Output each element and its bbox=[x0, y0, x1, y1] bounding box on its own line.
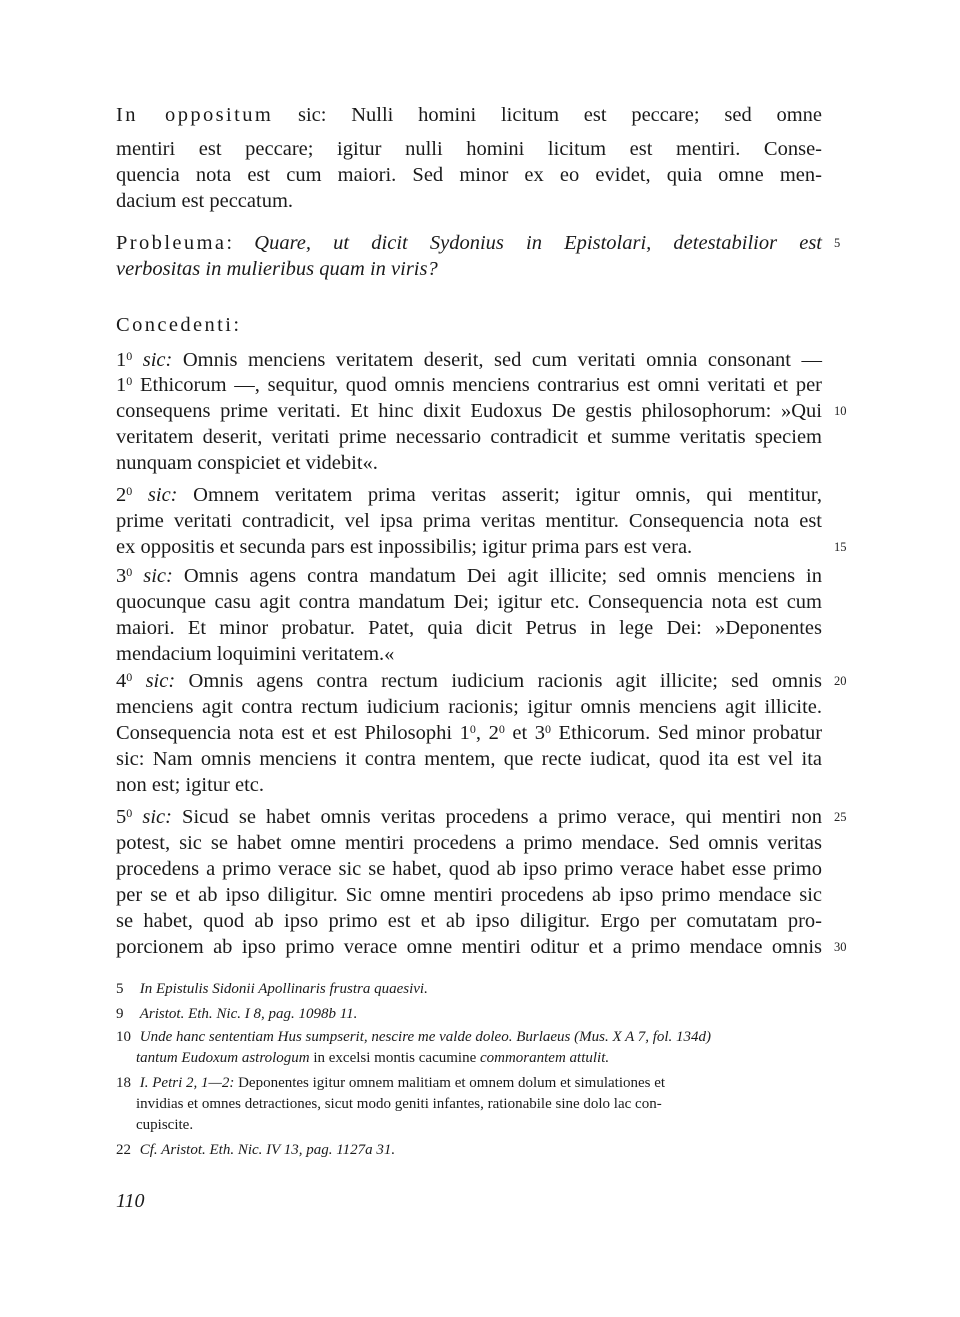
text-run: 5 bbox=[116, 806, 127, 828]
text-line bbox=[116, 746, 822, 772]
text-run: maiori. Et minor probatur. Patet, quia dicit Petrus in lege Dei: »Deponentes bbox=[116, 617, 822, 639]
footnote-line bbox=[116, 1140, 822, 1161]
text-run: , 2 bbox=[475, 722, 499, 744]
text-line bbox=[116, 482, 822, 508]
line-number: 25 bbox=[834, 810, 847, 824]
text-run: 0 bbox=[126, 374, 133, 388]
text-line bbox=[116, 934, 822, 960]
text-run: sic: bbox=[132, 565, 173, 587]
text-run: sic: Nulli homini licitum est peccare; sed omne bbox=[273, 104, 822, 126]
text-run: mentiri est peccare; igitur nulli homini licitum est mentiri. Conse- bbox=[116, 138, 822, 160]
footnote-line bbox=[116, 1027, 822, 1048]
text-run: Omnem veritatem prima veritas asserit; igitur omnis, qui mentitur, bbox=[177, 484, 822, 506]
text-line bbox=[116, 312, 822, 338]
line-number: 5 bbox=[834, 236, 841, 250]
text-line bbox=[116, 563, 822, 589]
text-run: sic: bbox=[132, 484, 178, 506]
text-run: commorantem attulit. bbox=[479, 1050, 610, 1066]
text-run: 1 bbox=[116, 374, 127, 396]
text-line bbox=[116, 804, 822, 830]
text-line bbox=[116, 162, 822, 188]
text-line bbox=[116, 188, 822, 214]
text-line bbox=[116, 641, 822, 667]
text-run: Cf. Aristot. Eth. Nic. IV 13, pag. 1127a 31. bbox=[139, 1142, 396, 1158]
text-line bbox=[116, 136, 822, 162]
text-run: potest, sic se habet omne mentiri procedens a primo mendace. Sed omnis veritas bbox=[116, 832, 822, 854]
text-line bbox=[116, 772, 822, 798]
text-run: : bbox=[226, 232, 255, 254]
text-run: sic: Nam omnis menciens it contra mentem, que recte iudicat, quod ita est vel ita bbox=[116, 748, 822, 770]
text-run: sic: bbox=[132, 670, 176, 692]
text-run: 1 bbox=[116, 349, 127, 371]
text-run: 0 bbox=[126, 806, 133, 820]
text-run: nunquam conspiciet et videbit«. bbox=[116, 452, 378, 474]
text-run: in excelsi montis cacumine bbox=[309, 1050, 480, 1066]
text-line bbox=[116, 720, 822, 746]
footnote-line bbox=[116, 1004, 822, 1025]
text-run: 3 bbox=[116, 565, 127, 587]
line-number: 10 bbox=[834, 404, 847, 418]
text-run: 2 bbox=[116, 484, 127, 506]
text-run: ex oppositis et secunda pars est inpossibilis; igitur prima pars est vera. bbox=[116, 536, 693, 558]
footnote-line bbox=[116, 979, 822, 1000]
text-run: tantum Eudoxum astrologum bbox=[136, 1050, 310, 1066]
text-line bbox=[116, 534, 822, 560]
line-number: 15 bbox=[834, 540, 847, 554]
text-line bbox=[116, 256, 822, 282]
text-run: Unde hanc sententiam Hus sumpserit, nescire me valde doleo. Burlaeus (Mus. X A 7, fol. 134d) bbox=[139, 1029, 712, 1045]
text-run: 0 bbox=[126, 484, 133, 498]
text-line bbox=[116, 615, 822, 641]
text-run: et 3 bbox=[504, 722, 545, 744]
text-run: Ethicorum —, sequitur, quod omnis menciens contrarius est omni veritati et per bbox=[132, 374, 822, 396]
text-run: 9 bbox=[116, 1006, 124, 1022]
text-run: Quare, ut dicit Sydonius in Epistolari, detestabilior est bbox=[254, 232, 822, 254]
text-run: 4 bbox=[116, 670, 127, 692]
text-line bbox=[116, 450, 822, 476]
text-line bbox=[116, 856, 822, 882]
text-line bbox=[116, 882, 822, 908]
text-run: 0 bbox=[545, 722, 551, 736]
text-line bbox=[116, 668, 822, 694]
text-run: quocunque casu agit contra mandatum Dei; igitur etc. Consequencia nota est cum bbox=[116, 591, 822, 613]
text-run: Deponentes igitur omnem malitiam et omnem dolum et simulationes et bbox=[234, 1075, 666, 1091]
text-run: Omnis agens contra rectum iudicium racionis agit illicite; sed omnis bbox=[175, 670, 822, 692]
text-line bbox=[116, 372, 822, 398]
text-run: I. Petri 2, 1—2: bbox=[139, 1075, 235, 1091]
text-run: 5 bbox=[116, 981, 124, 997]
text-line bbox=[116, 830, 822, 856]
footnote-line bbox=[116, 1073, 822, 1094]
footnote-line bbox=[136, 1048, 822, 1069]
text-run: 0 bbox=[126, 670, 133, 684]
text-run: quencia nota est cum maiori. Sed minor ex eo evidet, quia omne men- bbox=[116, 164, 822, 186]
text-run: sic: bbox=[132, 349, 173, 371]
text-run: 22 bbox=[116, 1142, 131, 1158]
text-run: Omnis agens contra mandatum Dei agit illicite; sed omnis menciens in bbox=[172, 565, 822, 587]
text-run: Aristot. Eth. Nic. I 8, pag. 1098b 11. bbox=[139, 1006, 358, 1022]
text-run: Ethicorum. Sed minor probatur bbox=[551, 722, 823, 744]
text-line bbox=[116, 908, 822, 934]
footnote-line bbox=[136, 1115, 822, 1136]
text-run: non est; igitur etc. bbox=[116, 774, 265, 796]
page-number: 110 bbox=[116, 1190, 145, 1212]
text-run: Probleuma bbox=[116, 232, 227, 254]
text-line bbox=[116, 230, 822, 256]
text-run: 0 bbox=[469, 722, 476, 736]
text-run: 10 bbox=[116, 1029, 131, 1045]
text-run: sic: bbox=[132, 806, 172, 828]
text-line bbox=[116, 508, 822, 534]
text-run: 18 bbox=[116, 1075, 131, 1091]
text-run: Concedenti: bbox=[116, 314, 242, 336]
line-number: 30 bbox=[834, 940, 847, 954]
text-run: prime veritati contradicit, vel ipsa prima veritas mentitur. Consequencia nota est bbox=[116, 510, 822, 532]
text-run: Omnis menciens veritatem deserit, sed cum veritati omnia consonant — bbox=[172, 349, 822, 371]
text-line bbox=[116, 424, 822, 450]
text-run: Sicud se habet omnis veritas procedens a primo verace, qui mentiri non bbox=[171, 806, 822, 828]
text-line bbox=[116, 347, 822, 373]
text-run: se habet, quod ab ipso primo est et ab ipso diligitur. Ergo per comutatam pro- bbox=[116, 910, 822, 932]
text-run: porcionem ab ipso primo verace omne mentiri oditur et a primo mendace omnis bbox=[116, 936, 822, 958]
text-run: consequens prime veritati. Et hinc dixit Eudoxus De gestis philosophorum: »Qui bbox=[116, 400, 822, 422]
footnote-line bbox=[136, 1094, 822, 1115]
text-run: invidias et omnes detractiones, sicut modo geniti infantes, rationabile sine dolo lac con- bbox=[136, 1096, 662, 1112]
text-run: Consequencia nota est et est Philosophi 1 bbox=[116, 722, 470, 744]
text-run: In Epistulis Sidonii Apollinaris frustra quaesivi. bbox=[139, 981, 428, 997]
text-line bbox=[116, 694, 822, 720]
text-run: 0 bbox=[126, 565, 133, 579]
line-number: 20 bbox=[834, 674, 847, 688]
text-run: In oppositum bbox=[116, 104, 274, 126]
text-run: dacium est peccatum. bbox=[116, 190, 294, 212]
text-run: menciens agit contra rectum iudicium racionis; igitur omnis menciens agit illicite. bbox=[116, 696, 822, 718]
text-run: cupiscite. bbox=[136, 1117, 194, 1133]
text-run: 0 bbox=[126, 349, 133, 363]
text-run: mendacium loquimini veritatem.« bbox=[116, 643, 395, 665]
text-run: 0 bbox=[498, 722, 505, 736]
text-run: per se et ab ipso diligitur. Sic omne mentiri procedens ab ipso primo mendace sic bbox=[116, 884, 822, 906]
text-run: procedens a primo verace sic se habet, quod ab ipso primo verace habet esse primo bbox=[116, 858, 822, 880]
text-line bbox=[116, 102, 822, 128]
text-line bbox=[116, 589, 822, 615]
text-run: verbositas in mulieribus quam in viris? bbox=[116, 258, 438, 280]
text-run: veritatem deserit, veritati prime necessario contradicit et summe veritatis speciem bbox=[116, 426, 822, 448]
text-line bbox=[116, 398, 822, 424]
